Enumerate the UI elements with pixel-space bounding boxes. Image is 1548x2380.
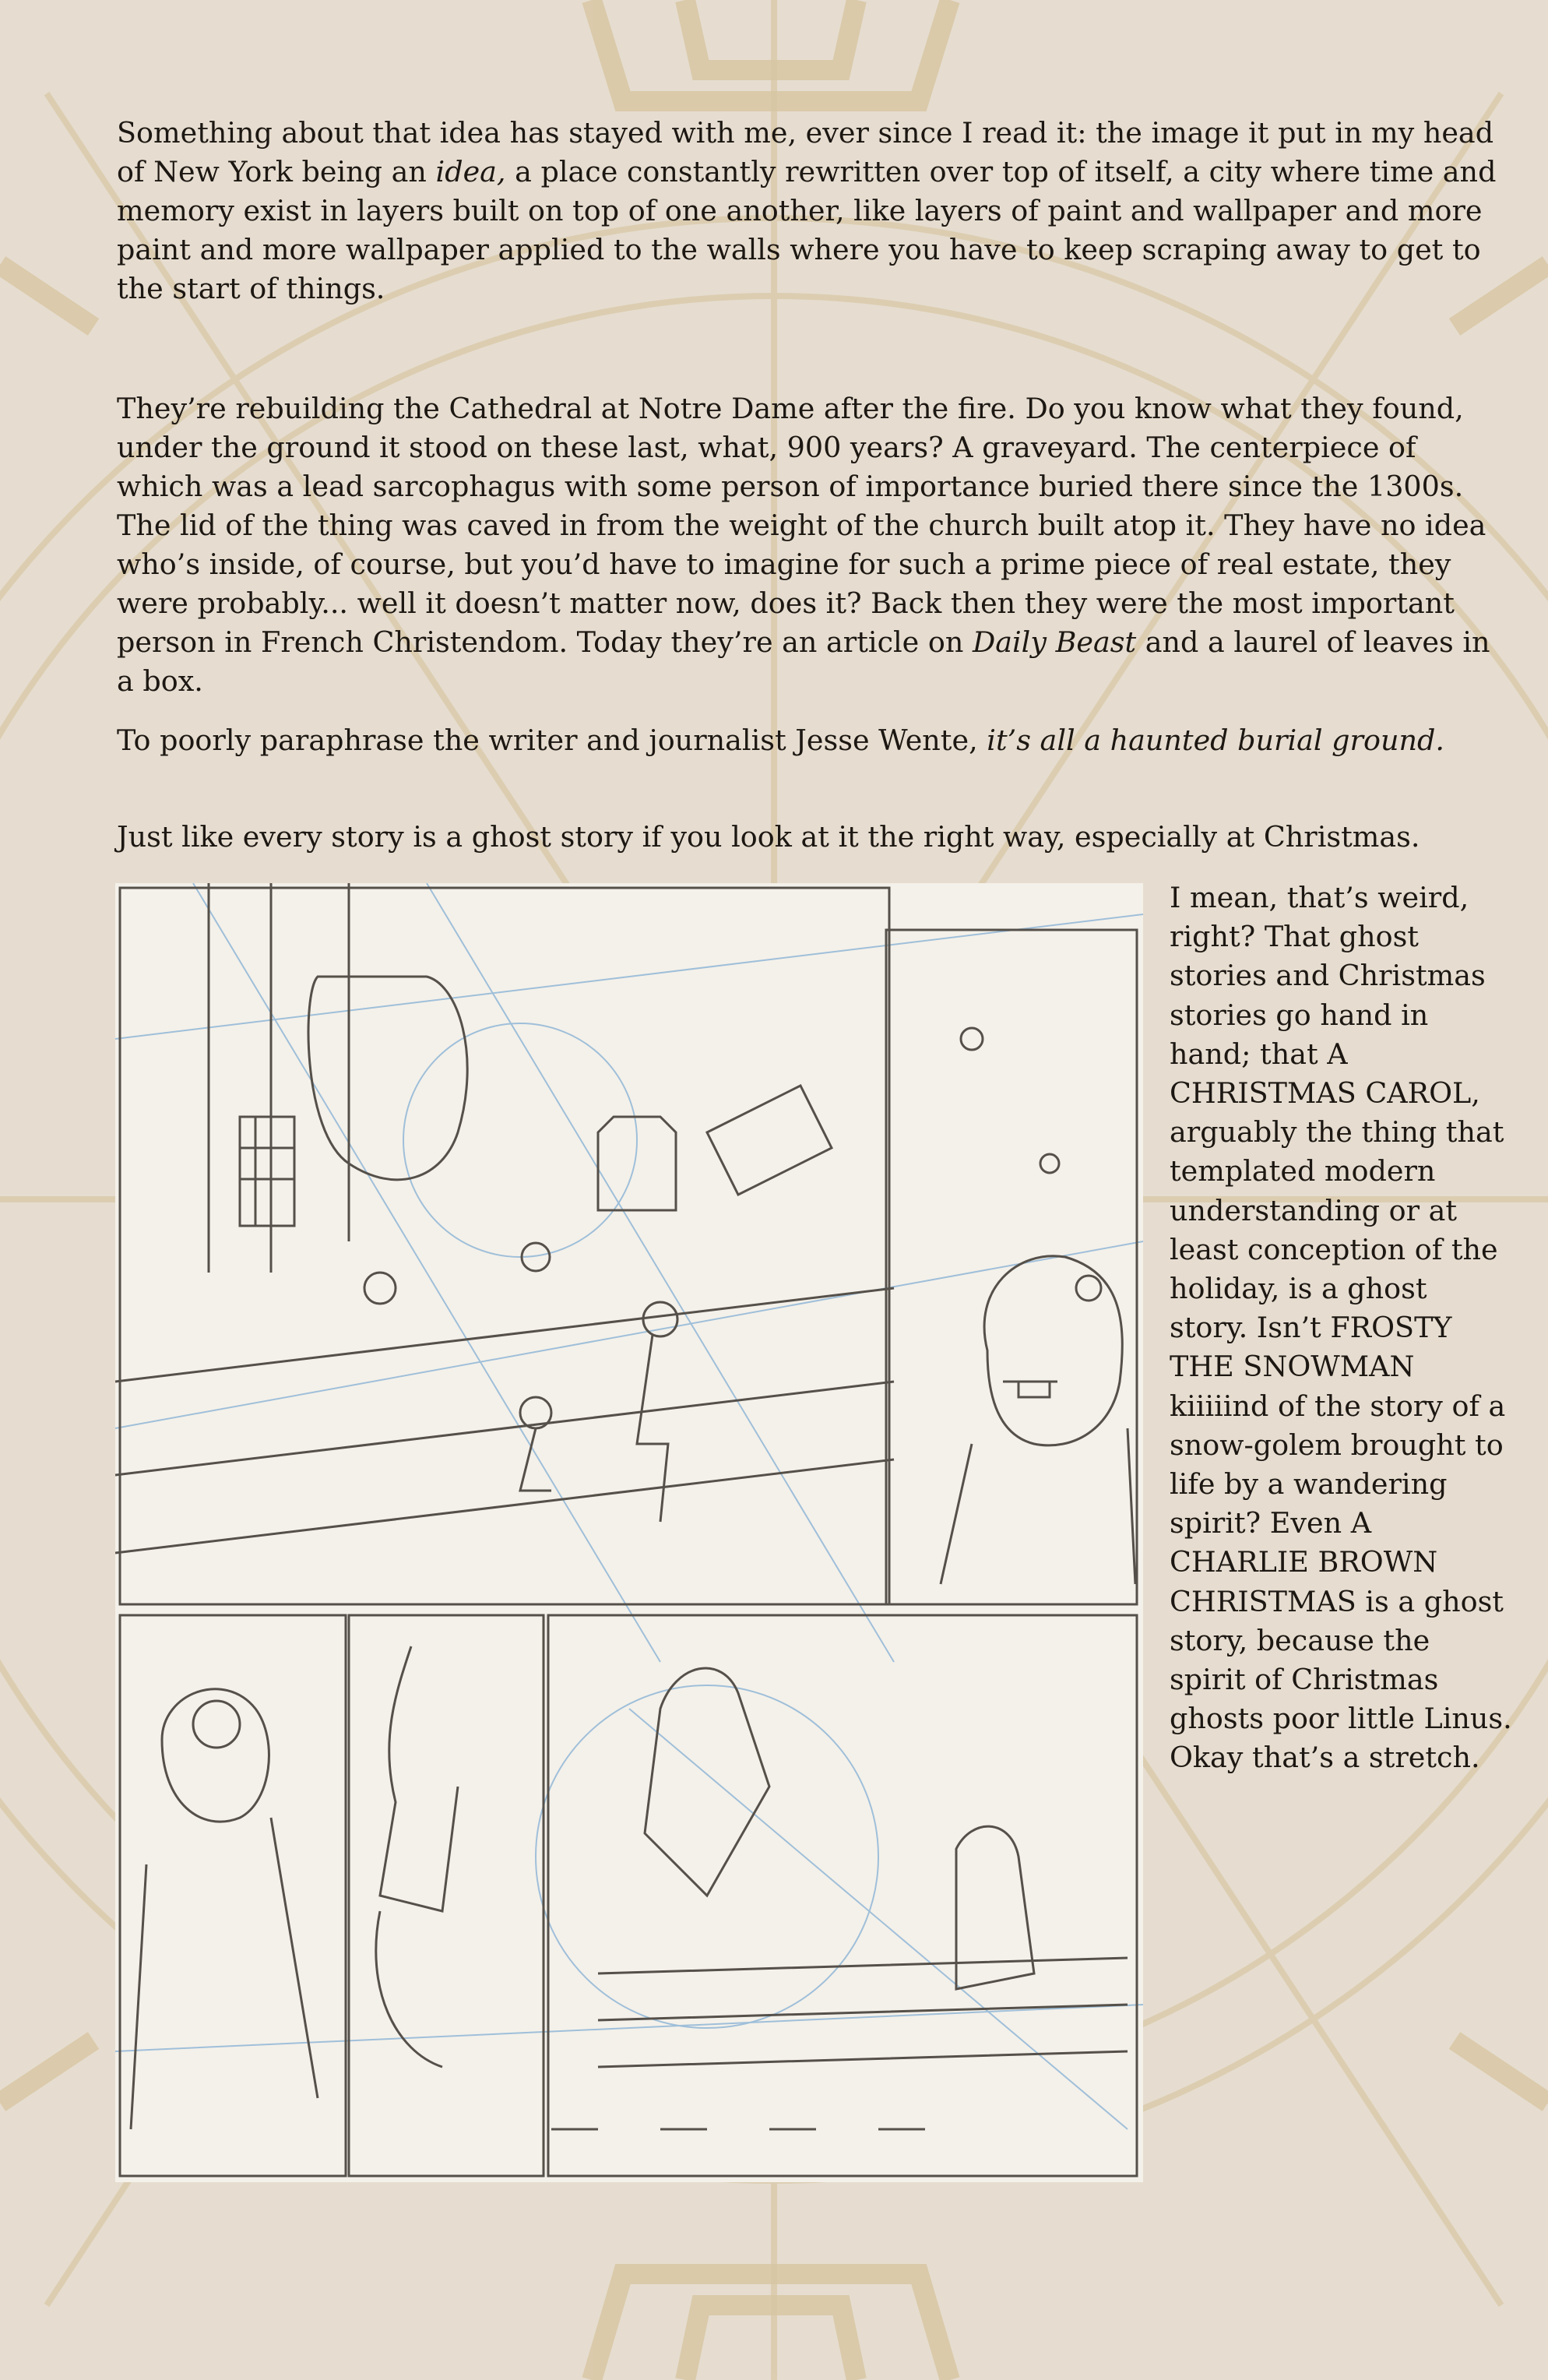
p2-text-start: They’re rebuilding the Cathedral at Notre Dame after the fire. Do you know what they found, under the ground it stood on these last, what, 900 years? A graveyard. The centerpiece of which was a lead sarcophagus with some person of importance buried there since the 1300s. The lid of the thing was caved in from the weight of the church built atop it. They have no idea who’s inside, of course, but you’d have to imagine for such a prime piece of real estate, they were probably... well it doesn’t matter now, does it? Back then they were the most important person in French Christendom. Today they’re an article on	[117, 392, 1486, 659]
paragraph-ghost-story	[117, 818, 1511, 857]
p3-emphasis: it’s all a haunted burial ground.	[987, 724, 1444, 757]
p3-text-start: To poorly paraphrase the writer and journalist Jesse Wente,	[117, 724, 987, 757]
paragraph-new-york-idea	[117, 114, 1511, 308]
p4-text: Just like every story is a ghost story if you look at it the right way, especially at Christmas.	[117, 820, 1420, 854]
paragraph-jesse-wente	[117, 721, 1511, 760]
p1-text-end: a place constantly rewritten over top of itself, a city where time and memory exist in layers built on top of one another, like layers of paint and wallpaper and more paint and more wallpaper applied to the walls where you have to keep scraping away to get to the start of things.	[117, 155, 1497, 305]
sketch-drawing	[115, 883, 1143, 2182]
sidebar-column	[1170, 878, 1512, 1778]
p1-emphasis: idea,	[435, 155, 506, 188]
p1-text-start: Something about that idea has stayed with me, ever since I read it: the image it put in my head of New York being an	[117, 116, 1494, 188]
p2-emphasis: Daily Beast	[972, 625, 1137, 659]
p2-text-end: and a laurel of leaves in a box.	[117, 625, 1490, 698]
sidebar-text: I mean, that’s weird, right? That ghost stories and Christmas stories go hand in hand; that A CHRISTMAS CAROL, arguably the thing that templated modern understanding or at least conception of the holiday, is a ghost story. Isn’t FROSTY THE SNOWMAN kiiiiind of the story of a snow-golem brought to life by a wandering spirit? Even A CHARLIE BROWN CHRISTMAS is a ghost story, because the spirit of Christmas ghosts poor little Linus. Okay that’s a stretch.	[1170, 881, 1512, 1775]
pencil-sketch-artwork	[115, 883, 1143, 2182]
paragraph-notre-dame	[117, 389, 1511, 701]
